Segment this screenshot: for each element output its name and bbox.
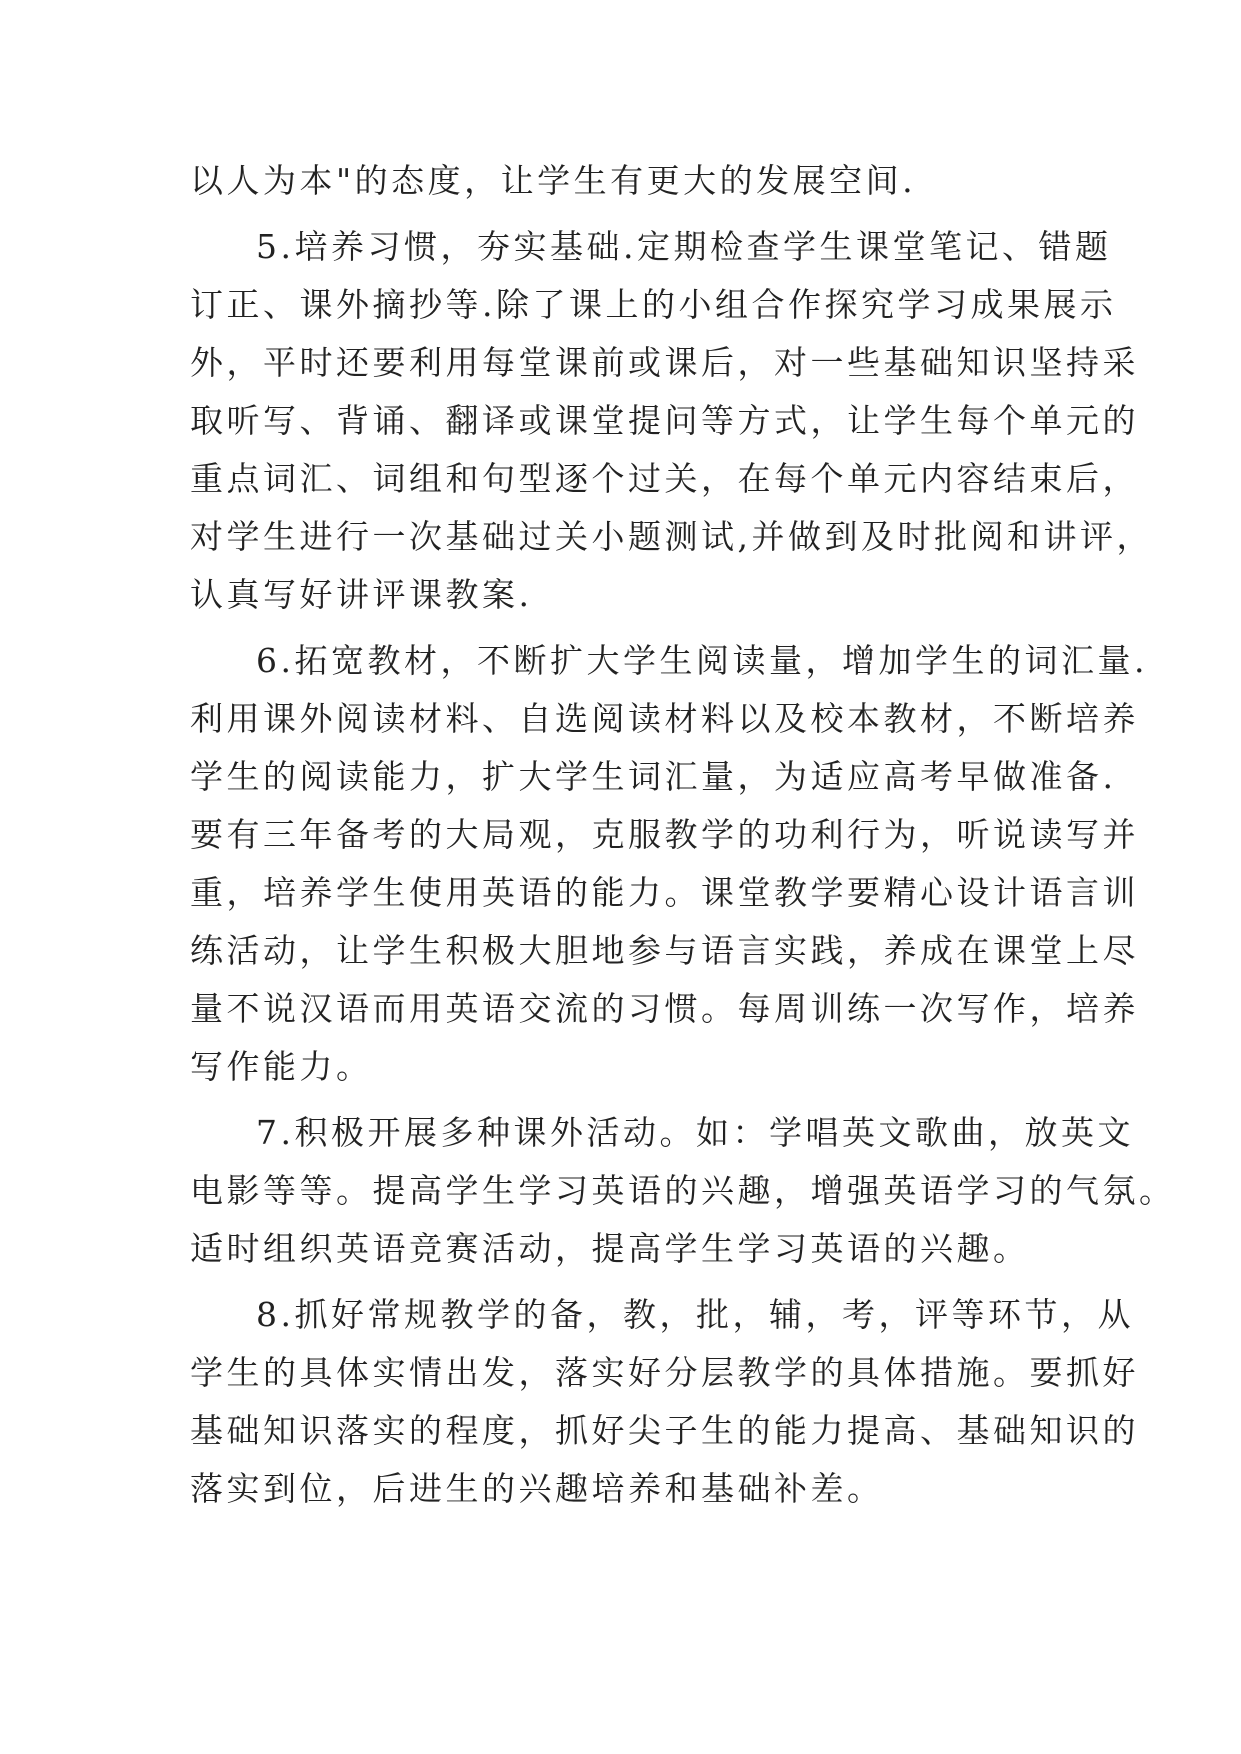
paragraph-item-5 <box>190 218 1153 624</box>
paragraph-gap <box>190 1096 1070 1104</box>
document-body <box>190 152 1176 1518</box>
paragraph-gap <box>190 624 1070 632</box>
text-line: 要有三年备考的大局观，克服教学的功利行为，听说读写并 <box>190 815 1139 854</box>
text-line: 重点词汇、词组和句型逐个过关，在每个单元内容结束后， <box>190 459 1139 498</box>
text-line: 6.拓宽教材，不断扩大学生阅读量，增加学生的词汇量. <box>256 641 1148 680</box>
text-line: 取听写、背诵、翻译或课堂提问等方式，让学生每个单元的 <box>190 401 1139 440</box>
paragraph-item-6 <box>190 632 1148 1096</box>
text-line: 外，平时还要利用每堂课前或课后，对一些基础知识坚持采 <box>190 343 1139 382</box>
text-line: 适时组织英语竞赛活动，提高学生学习英语的兴趣。 <box>190 1229 1030 1268</box>
paragraph-intro <box>190 152 1070 210</box>
text-line: 基础知识落实的程度，抓好尖子生的能力提高、基础知识的 <box>190 1411 1139 1450</box>
text-line: 7.积极开展多种课外活动。如：学唱英文歌曲，放英文 <box>256 1113 1134 1152</box>
paragraph-gap <box>190 210 1070 218</box>
paragraph-gap <box>190 1278 1070 1286</box>
text-line: 5.培养习惯，夯实基础.定期检查学生课堂笔记、错题 <box>256 227 1112 266</box>
text-line: 学生的阅读能力，扩大学生词汇量，为适应高考早做准备. <box>190 757 1117 796</box>
text-line: 8.抓好常规教学的备，教，批，辅，考，评等环节，从 <box>256 1295 1134 1334</box>
text-line: 电影等等。提高学生学习英语的兴趣，增强英语学习的气氛。 <box>190 1171 1176 1210</box>
paragraph-item-7 <box>190 1104 1176 1278</box>
text-line: 订正、课外摘抄等.除了课上的小组合作探究学习成果展示 <box>190 285 1117 324</box>
text-line: 写作能力。 <box>190 1047 373 1086</box>
text-line: 量不说汉语而用英语交流的习惯。每周训练一次写作，培养 <box>190 989 1139 1028</box>
text-line: 以人为本"的态度，让学生有更大的发展空间. <box>190 161 917 200</box>
text-line: 认真写好讲评课教案. <box>190 575 533 614</box>
text-line: 重，培养学生使用英语的能力。课堂教学要精心设计语言训 <box>190 873 1139 912</box>
text-line: 对学生进行一次基础过关小题测试,并做到及时批阅和讲评， <box>190 517 1153 556</box>
text-line: 利用课外阅读材料、自选阅读材料以及校本教材，不断培养 <box>190 699 1139 738</box>
text-line: 落实到位，后进生的兴趣培养和基础补差。 <box>190 1469 884 1508</box>
paragraph-item-8 <box>190 1286 1139 1518</box>
text-line: 学生的具体实情出发，落实好分层教学的具体措施。要抓好 <box>190 1353 1139 1392</box>
text-line: 练活动，让学生积极大胆地参与语言实践，养成在课堂上尽 <box>190 931 1139 970</box>
